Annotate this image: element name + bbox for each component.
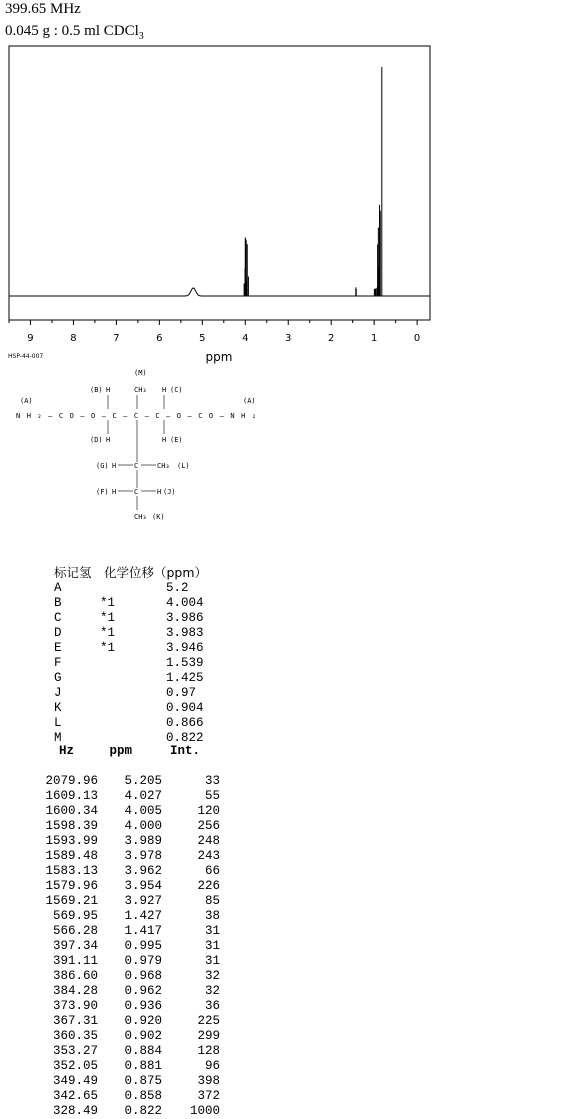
peak-table	[40, 744, 220, 1119]
peak-ppm: 4.005	[124, 804, 162, 818]
peak-row	[40, 954, 220, 969]
peak-row	[40, 774, 220, 789]
shift-row	[52, 671, 207, 686]
shift-label: L	[54, 716, 62, 730]
x-tick-label: 2	[328, 333, 335, 344]
peak-ppm: 4.027	[124, 789, 162, 803]
label-j: (J)	[163, 488, 176, 496]
atom-k-ch3: CH₃	[134, 513, 147, 521]
peak-int: 243	[197, 849, 220, 863]
peak-hz: 1589.48	[45, 849, 98, 863]
peak-ppm: 4.000	[124, 819, 162, 833]
peak-hz: 328.49	[52, 1104, 98, 1118]
peak-lines	[244, 67, 382, 296]
sample-subscript: 3	[138, 31, 144, 42]
atom-m-ch3: CH₃	[134, 386, 147, 394]
x-tick-label: 0	[413, 333, 421, 344]
peak-int: 96	[204, 1059, 220, 1073]
peak-row	[40, 789, 220, 804]
atom-c-h: H	[162, 386, 167, 394]
nmr-spectrum-chart	[0, 40, 570, 365]
shift-mark: *1	[100, 596, 116, 610]
shift-table-header	[52, 565, 207, 580]
peak-int: 55	[204, 789, 220, 803]
x-tick-label: 5	[199, 333, 206, 344]
atom-d-h: H	[106, 436, 111, 444]
shift-label: K	[54, 701, 62, 715]
peak-hz: 397.34	[52, 939, 98, 953]
atom-c3: C	[134, 488, 139, 496]
peak-hz: 352.05	[52, 1059, 98, 1073]
col-hz: Hz	[58, 744, 74, 758]
label-l: (L)	[177, 462, 190, 470]
col-ppm: ppm	[109, 744, 132, 758]
peak-int: 32	[204, 969, 220, 983]
x-tick-label: 8	[70, 333, 77, 344]
peak-row	[40, 804, 220, 819]
peak-row	[40, 819, 220, 834]
atom-b-h: H	[106, 386, 111, 394]
peak-row	[40, 1044, 220, 1059]
x-tick-label: 1	[370, 333, 378, 344]
peak-hz: 367.31	[52, 1014, 98, 1028]
x-tick-label: 7	[113, 333, 120, 344]
plot-frame	[9, 46, 430, 320]
peak-int: 248	[197, 834, 220, 848]
peak-int: 32	[204, 984, 220, 998]
peak-int: 33	[204, 774, 220, 788]
shift-label: D	[54, 626, 62, 640]
peak-hz: 566.28	[52, 924, 98, 938]
peak-row	[40, 1059, 220, 1074]
peak-ppm: 0.902	[124, 1029, 162, 1043]
peak-ppm: 0.881	[124, 1059, 162, 1073]
shift-row	[52, 716, 207, 731]
atom-c2: C	[134, 462, 139, 470]
peak-row	[40, 834, 220, 849]
main-chain: NH₂—CO—O—C—C—C—O—CO—NH₂	[16, 412, 256, 420]
shift-row	[52, 596, 207, 611]
shift-shift: 0.822	[166, 731, 204, 745]
header-shift: 化学位移（ppm）	[104, 565, 208, 580]
peak-ppm: 3.962	[124, 864, 162, 878]
peak-ppm: 0.858	[124, 1089, 162, 1103]
shift-shift: 3.983	[166, 626, 204, 640]
peak-hz: 1598.39	[45, 819, 98, 833]
peak-int: 66	[204, 864, 220, 878]
peak-hz: 349.49	[52, 1074, 98, 1088]
shift-shift: 5.2	[166, 581, 189, 595]
shift-row	[52, 581, 207, 596]
spectrum-code: HSP-44-007	[8, 353, 44, 360]
peak-int: 1000	[189, 1104, 220, 1118]
shift-mark: *1	[100, 626, 116, 640]
peak-ppm: 0.995	[124, 939, 162, 953]
peak-row	[40, 894, 220, 909]
peak-ppm: 1.417	[124, 924, 162, 938]
label-f: (F)	[96, 488, 109, 496]
peak-ppm: 5.205	[124, 774, 162, 788]
peak-row	[40, 984, 220, 999]
peak-hz: 1609.13	[45, 789, 98, 803]
structure-diagram	[0, 362, 300, 532]
label-a-left: (A)	[20, 397, 33, 405]
shift-shift: 0.904	[166, 701, 204, 715]
peak-row	[40, 1029, 220, 1044]
shift-label: C	[54, 611, 62, 625]
peak-ppm: 3.989	[124, 834, 162, 848]
peak-int: 31	[204, 954, 220, 968]
label-g: (G)	[96, 462, 109, 470]
label-e: (E)	[170, 436, 183, 444]
peak-row	[40, 1104, 220, 1119]
shift-shift: 0.866	[166, 716, 204, 730]
peak-row	[40, 924, 220, 939]
shift-row	[52, 611, 207, 626]
peak-int: 226	[197, 879, 220, 893]
peak-row	[40, 864, 220, 879]
shift-label: J	[54, 686, 62, 700]
peak-row	[40, 999, 220, 1014]
shift-shift: 4.004	[166, 596, 204, 610]
x-tick-label: 4	[242, 333, 249, 344]
peak-ppm: 1.427	[124, 909, 162, 923]
shift-mark: *1	[100, 611, 116, 625]
peak-ppm: 0.920	[124, 1014, 162, 1028]
peak-row	[40, 849, 220, 864]
atom-g-h: H	[112, 462, 117, 470]
peak-ppm: 3.978	[124, 849, 162, 863]
shift-shift: 1.539	[166, 656, 204, 670]
atom-f-h: H	[112, 488, 117, 496]
label-b: (B)	[90, 386, 103, 394]
shift-row	[52, 701, 207, 716]
shift-mark: *1	[100, 641, 116, 655]
peak-row	[40, 1089, 220, 1104]
peak-ppm: 3.954	[124, 879, 162, 893]
peak-hz: 342.65	[52, 1089, 98, 1103]
peak-table-header	[40, 744, 220, 759]
peak-hz: 1600.34	[45, 804, 98, 818]
peak-ppm: 0.979	[124, 954, 162, 968]
peak-hz: 1583.13	[45, 864, 98, 878]
peak-row	[40, 939, 220, 954]
shift-table	[52, 565, 207, 746]
shift-label: B	[54, 596, 62, 610]
peak-ppm: 0.884	[124, 1044, 162, 1058]
shift-row	[52, 626, 207, 641]
shift-label: A	[54, 581, 62, 595]
peak-ppm: 0.962	[124, 984, 162, 998]
shift-row	[52, 686, 207, 701]
peak-int: 85	[204, 894, 220, 908]
shift-label: G	[54, 671, 62, 685]
shift-shift: 0.97	[166, 686, 197, 700]
peak-int: 225	[197, 1014, 220, 1028]
peak-int: 299	[197, 1029, 220, 1043]
label-a-right: (A)	[243, 397, 256, 405]
header-label: 标记氢	[54, 565, 92, 580]
x-axis-label: ppm	[205, 350, 233, 364]
spectrum-trace	[9, 288, 430, 296]
label-k: (K)	[152, 513, 165, 521]
peak-hz: 1569.21	[45, 894, 98, 908]
shift-label: E	[54, 641, 62, 655]
atom-j-h: H	[157, 488, 162, 496]
shift-label: F	[54, 656, 62, 670]
peak-int: 398	[197, 1074, 220, 1088]
label-d: (D)	[90, 436, 103, 444]
atom-e-h: H	[162, 436, 167, 444]
label-c: (C)	[170, 386, 183, 394]
peak-row	[40, 1074, 220, 1089]
peak-int: 38	[204, 909, 220, 923]
frequency-label: 399.65 MHz	[5, 1, 81, 17]
peak-hz: 386.60	[52, 969, 98, 983]
atom-l-ch3: CH₃	[157, 462, 170, 470]
peak-hz: 373.90	[52, 999, 98, 1013]
x-tick-label: 3	[285, 333, 292, 344]
x-axis-ticks	[9, 320, 417, 325]
x-tick-label: 6	[156, 333, 163, 344]
x-tick-label: 9	[27, 333, 34, 344]
shift-label: M	[54, 731, 62, 745]
sample-text: 0.045 g : 0.5 ml CDCl	[5, 23, 139, 39]
peak-row	[40, 969, 220, 984]
shift-shift: 3.946	[166, 641, 204, 655]
shift-row	[52, 656, 207, 671]
peak-hz: 2079.96	[45, 774, 98, 788]
peak-ppm: 0.936	[124, 999, 162, 1013]
peak-int: 31	[204, 939, 220, 953]
peak-hz: 353.27	[52, 1044, 98, 1058]
col-int: Int.	[169, 744, 200, 758]
peak-row	[40, 879, 220, 894]
peak-ppm: 0.875	[124, 1074, 162, 1088]
peak-int: 256	[197, 819, 220, 833]
label-m: (M)	[134, 369, 147, 377]
peak-int: 372	[197, 1089, 220, 1103]
peak-ppm: 0.968	[124, 969, 162, 983]
peak-row	[40, 1014, 220, 1029]
peak-hz: 384.28	[52, 984, 98, 998]
shift-shift: 3.986	[166, 611, 204, 625]
peak-hz: 1579.96	[45, 879, 98, 893]
peak-hz: 1593.99	[45, 834, 98, 848]
peak-int: 31	[204, 924, 220, 938]
peak-int: 128	[197, 1044, 220, 1058]
peak-int: 36	[204, 999, 220, 1013]
shift-row	[52, 641, 207, 656]
peak-row	[40, 909, 220, 924]
peak-hz: 569.95	[52, 909, 98, 923]
peak-int: 120	[197, 804, 220, 818]
peak-hz: 360.35	[52, 1029, 98, 1043]
shift-shift: 1.425	[166, 671, 204, 685]
x-axis-tick-labels	[27, 333, 420, 344]
peak-ppm: 3.927	[124, 894, 162, 908]
peak-ppm: 0.822	[124, 1104, 162, 1118]
peak-hz: 391.11	[52, 954, 98, 968]
